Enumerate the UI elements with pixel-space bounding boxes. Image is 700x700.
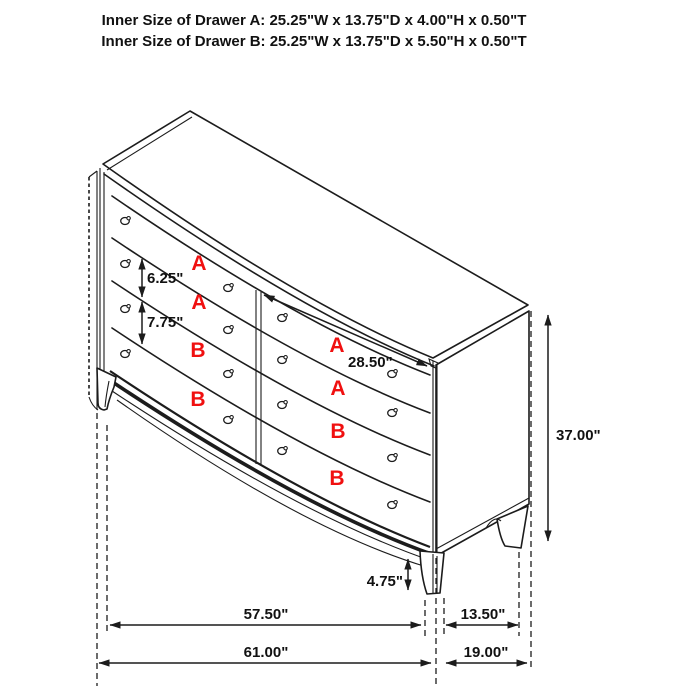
drawer-knob-icon <box>224 416 234 424</box>
drawer-knob-icon <box>121 217 131 225</box>
title-drawer-a-inner-size: Inner Size of Drawer A: 25.25"W x 13.75"D x 4.00"H x 0.50"T <box>101 12 527 29</box>
dim-label-side-leg-span: 13.50" <box>460 606 506 623</box>
center-divider-stile <box>256 290 261 466</box>
drawer-knob-icon <box>224 284 234 292</box>
drawer-knob-icon <box>388 409 398 417</box>
drawer-label-right-2: A <box>330 377 346 400</box>
drawer-knob-icon <box>388 501 398 509</box>
drawer-label-left-2: A <box>191 291 207 314</box>
bottom-rail-underside-line <box>117 400 427 567</box>
drawer-knob-icon <box>121 305 131 313</box>
dim-label-front-leg-span: 57.50" <box>243 606 289 623</box>
front-right-leg <box>420 551 444 594</box>
drawer-label-right-1: A <box>329 334 345 357</box>
dim-label-overall-height: 37.00" <box>556 427 601 444</box>
drawer-label-left-1: A <box>191 252 207 275</box>
drawer-knob-icon <box>278 401 288 409</box>
dim-label-overall-width: 61.00" <box>243 644 289 661</box>
dim-label-leg-height: 4.75" <box>366 573 403 590</box>
drawer-label-left-3: B <box>190 339 206 362</box>
drawer-label-right-4: B <box>329 467 345 490</box>
drawer-label-right-3: B <box>330 420 346 443</box>
drawer-knob-icon <box>224 370 234 378</box>
drawer-knob-icon <box>224 326 234 334</box>
front-left-stile <box>100 168 104 386</box>
dim-label-drawer-b-height: 7.75" <box>147 314 184 331</box>
drawer-knob-icon <box>278 314 288 322</box>
drawer-label-left-4: B <box>190 388 206 411</box>
dim-label-drawer-a-height: 6.25" <box>147 270 184 287</box>
dim-label-overall-depth: 19.00" <box>463 644 509 661</box>
dim-label-drawer-width: 28.50" <box>348 354 393 371</box>
drawer-knob-icon <box>121 350 131 358</box>
title-drawer-b-inner-size: Inner Size of Drawer B: 25.25"W x 13.75"D x 5.50"H x 0.50"T <box>101 33 527 50</box>
drawer-knob-icon <box>388 454 398 462</box>
drawer-knob-icon <box>278 356 288 364</box>
drawer-knob-icon <box>121 260 131 268</box>
drawer-knob-icon <box>278 447 288 455</box>
drawer-row4-bottom-edge <box>110 371 430 547</box>
